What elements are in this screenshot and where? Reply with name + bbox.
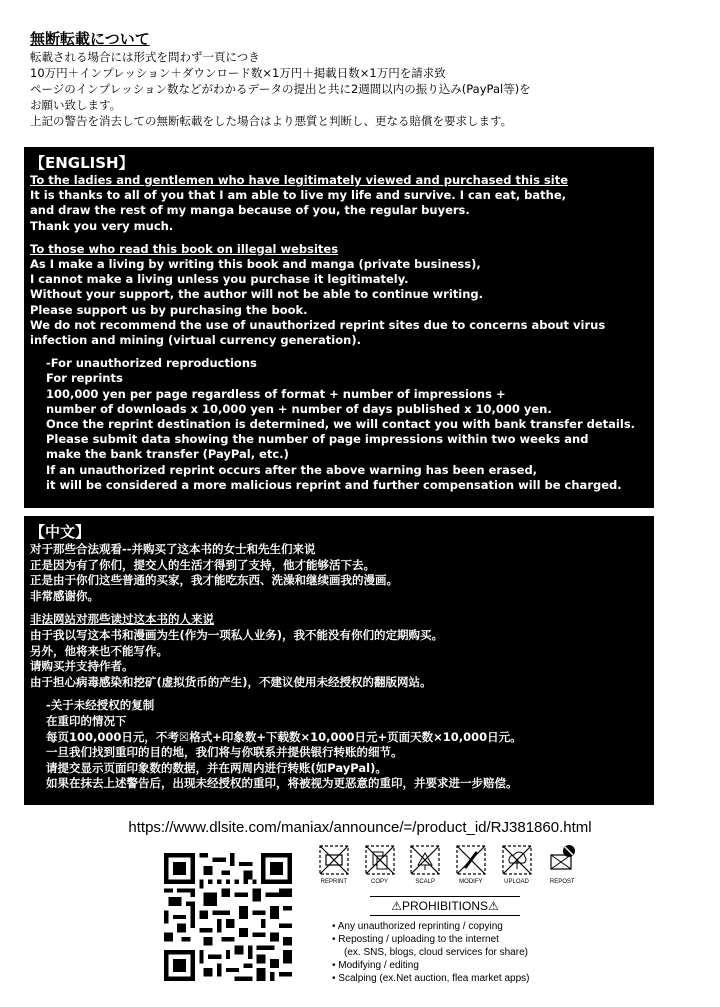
english-line: make the bank transfer (PayPal, etc.) (46, 447, 289, 462)
icon-label: REPRINT (320, 879, 347, 885)
qr-code-icon[interactable] (164, 853, 292, 981)
chinese-line: 对于那些合法观看--并购买了这本书的女士和先生们来说 (30, 542, 316, 556)
english-line: For reprints (46, 371, 123, 386)
english-subheading: To those who read this book on illegal websites (30, 241, 339, 256)
copy-icon (359, 843, 401, 891)
chinese-subheading: 非法网站对那些读过这本书的人来说 (30, 612, 214, 627)
prohibitions-title: ⚠PROHIBITIONS⚠ (370, 896, 520, 916)
chinese-heading: 【中文】 (30, 523, 91, 541)
product-url[interactable]: https://www.dlsite.com/maniax/announce/=/product_id/RJ381860.html (128, 819, 592, 836)
repost-icon (541, 843, 583, 891)
prohibitions-list (332, 920, 632, 985)
chinese-line: 由于我以写这本书和漫画为生(作为一项私人业务)，我不能没有你们的定期购买。 (30, 627, 444, 642)
icon-label: SCALP (415, 879, 436, 885)
list-item: • Any unauthorized reprinting / copying (332, 921, 503, 932)
chinese-panel (24, 516, 654, 805)
list-item: • Scalping (ex.Net auction, flea market apps) (332, 973, 530, 984)
chinese-line: 请提交显示页面印象数的数据，并在两周内进行转账(如PayPal)。 (46, 760, 387, 775)
chinese-line: 另外，他将来也不能写作。 (30, 643, 168, 658)
english-heading: 【ENGLISH】 (30, 154, 134, 172)
english-line: -For unauthorized reproductions (46, 356, 257, 371)
english-line: If an unauthorized reprint occurs after the above warning has been erased, (46, 462, 538, 477)
scalp-icon (404, 843, 446, 891)
list-item: • Modifying / editing (332, 960, 419, 971)
japanese-line: 10万円＋インプレッション＋ダウンロード数×1万円＋掲載日数×1万円を請求致 (30, 66, 446, 80)
english-panel (24, 147, 654, 508)
chinese-line: 每页100,000日元，不考☒格式+印象数+下载数×10,000日元+页面天数×10,000日元。 (46, 729, 522, 744)
chinese-line: 如果在抹去上述警告后，出现未经授权的重印，将被视为更恶意的重印，并要求进一步赔偿。 (46, 776, 518, 791)
japanese-title: 無断転載について (30, 30, 150, 48)
english-line: Without your support, the author will not be able to continue writing. (30, 287, 483, 302)
japanese-line: 転載される場合には形式を問わず一頁につき (30, 50, 260, 64)
chinese-line: 一旦我们找到重印的目的地，我们将与你联系并提供银行转账的细节。 (46, 745, 403, 760)
english-line: I cannot make a living unless you purchase it legitimately. (30, 272, 409, 287)
chinese-line: 由于担心病毒感染和挖矿(虚拟货币的产生)，不建议使用未经授权的翻版网站。 (30, 674, 432, 689)
icon-label: MODIFY (459, 879, 483, 885)
prohibition-icons (313, 843, 583, 891)
english-line: Please submit data showing the number of page impressions within two weeks and (46, 432, 589, 447)
chinese-line: -关于未经授权的复制 (46, 698, 155, 713)
english-line: Once the reprint destination is determined, we will contact you with bank transfer details. (46, 417, 636, 432)
english-line: Please support us by purchasing the book. (30, 302, 308, 317)
japanese-line: お願い致します。 (30, 98, 122, 112)
upload-icon (496, 843, 538, 891)
japanese-line: ページのインプレッション数などがわかるデータの提出と共に2週間以内の振り込み(PayPal等)を (30, 82, 531, 96)
english-line: it will be considered a more malicious reprint and further compensation will be charged. (46, 477, 622, 492)
list-item: (ex. SNS, blogs, cloud services for share) (344, 947, 528, 958)
icon-label: REPOST (549, 879, 575, 885)
modify-icon (450, 843, 492, 891)
english-line: Thank you very much. (30, 218, 174, 233)
english-line: It is thanks to all of you that I am able to live my life and survive. I can eat, bathe, (30, 188, 567, 203)
chinese-line: 请购买并支持作者。 (30, 659, 134, 674)
list-item: • Reposting / uploading to the internet (332, 934, 499, 945)
english-line: infection and mining (virtual currency generation). (30, 333, 361, 348)
japanese-notice (30, 30, 690, 129)
chinese-line: 非常感谢你。 (30, 588, 99, 603)
japanese-line: 上記の警告を消去しての無断転載をした場合はより悪質と判断し、更なる賠償を要求します。 (30, 114, 513, 128)
reprint-icon (313, 843, 355, 891)
chinese-line: 正是由于你们这些普通的买家，我才能吃东西、洗澡和继续画我的漫画。 (30, 573, 398, 588)
chinese-line: 在重印的情况下 (46, 713, 127, 728)
english-line: As I make a living by writing this book and manga (private business), (30, 257, 481, 272)
icon-label: COPY (371, 879, 389, 885)
english-subheading: To the ladies and gentlemen who have legitimately viewed and purchased this site (30, 173, 569, 187)
english-line: 100,000 yen per page regardless of format + number of impressions + (46, 386, 506, 401)
english-line: We do not recommend the use of unauthorized reprint sites due to concerns about virus (30, 317, 606, 332)
english-line: number of downloads x 10,000 yen + number of days published x 10,000 yen. (46, 401, 552, 416)
icon-label: UPLOAD (504, 879, 529, 885)
english-line: and draw the rest of my manga because of you, the regular buyers. (30, 203, 470, 218)
chinese-line: 正是因为有了你们，提交人的生活才得到了支持，他才能够活下去。 (30, 557, 375, 572)
